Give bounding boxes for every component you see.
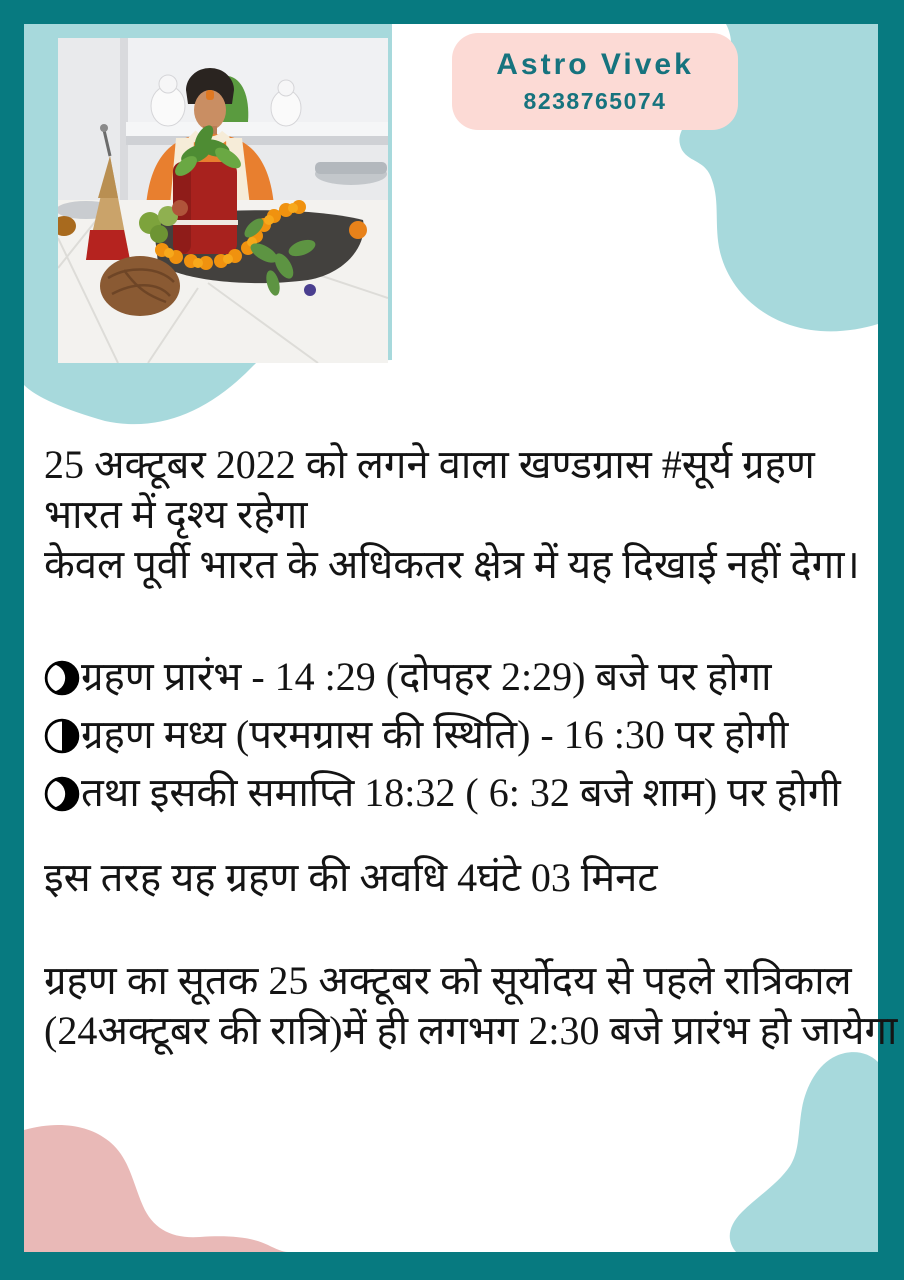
waning-moon-icon [44,773,80,825]
intro-line: 25 अक्टूबर 2022 को लगने वाला खण्डग्रास #सूर्य ग्रहण [44,442,815,487]
intro-line: भारत में दृश्य रहेगा [44,492,308,537]
duration-paragraph [44,853,658,903]
phone-number: 8238765074 [523,88,667,114]
duration-line: इस तरह यह ग्रहण की अवधि 4घंटे 03 मिनट [44,855,658,900]
sutak-paragraph [44,956,897,1056]
timing-list [44,651,841,825]
half-moon-icon [44,715,80,767]
steel-pan [315,162,387,185]
timing-item [44,767,841,825]
timing-item [44,709,841,767]
brand-title: Astro Vivek [496,48,694,81]
tilak-mark [206,90,214,100]
timing-text: ग्रहण प्रारंभ - 14 :29 (दोपहर 2:29) बजे पर होगा [81,654,772,699]
timing-item [44,651,841,709]
blue-offering [304,284,316,296]
sutak-line: ग्रहण का सूतक 25 अक्टूबर को सूर्योदय से पहले रात्रिकाल [44,958,852,1003]
temple-photo [58,38,388,363]
bottom-right-blob [730,1052,878,1252]
coconut [100,256,180,316]
bottom-left-blob [24,1125,288,1252]
orange-offering [349,221,367,239]
sutak-line: (24अक्टूबर की रात्रि)में ही लगभग 2:30 बजे प्रारंभ हो जायेगा [44,1008,898,1053]
waning-moon-icon [44,657,80,709]
thread-band [172,220,238,225]
timing-text: ग्रहण मध्य (परमग्रास की स्थिति) - 16 :30 पर होगी [81,712,789,757]
timing-text: तथा इसकी समाप्ति 18:32 ( 6: 32 बजे शाम) पर होगी [81,770,841,815]
intro-line: केवल पूर्वी भारत के अधिकतर क्षेत्र में यह दिखाई नहीं देगा। [44,542,860,587]
intro-paragraph [44,440,860,590]
contact-badge [452,33,738,130]
